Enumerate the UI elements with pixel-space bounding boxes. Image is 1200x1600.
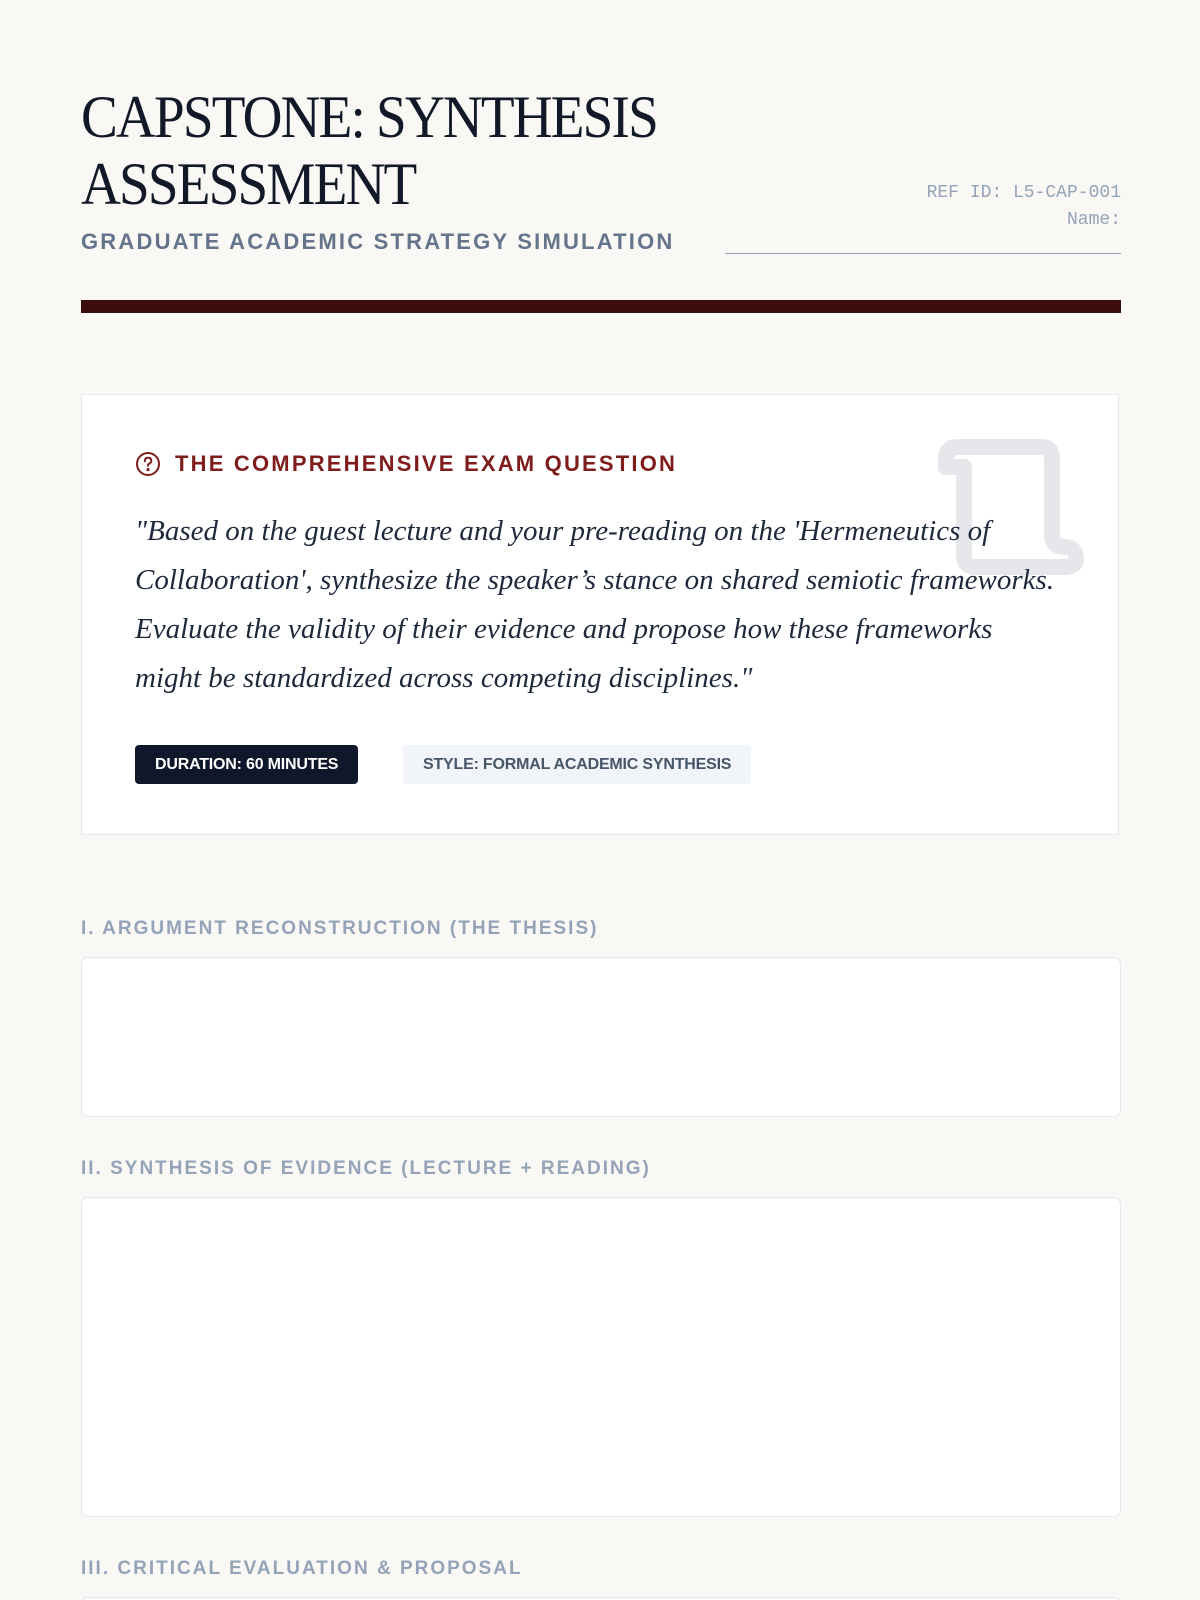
style-tag: STYLE: FORMAL ACADEMIC SYNTHESIS [403,745,751,784]
name-field-line[interactable] [725,253,1121,254]
exam-question-card [81,394,1119,835]
page-subtitle: GRADUATE ACADEMIC STRATEGY SIMULATION [81,229,675,254]
header-divider [81,300,1121,313]
question-circle-icon [135,451,161,477]
question-header [135,451,677,477]
ref-id: REF ID: L5-CAP-001 [926,183,1121,203]
question-text: "Based on the guest lecture and your pre-reading on the 'Hermeneutics of Collaboration', synthesize the speaker’s stance on shared semiotic frameworks. Evaluate the validity of their evidence and propose how these frameworks might be standardized across competing disciplines." [135,515,1055,694]
page-title: CAPSTONE: SYNTHESIS ASSESSMENT [81,84,657,217]
page-header [81,84,1121,254]
evidence-answer-textarea[interactable] [81,1197,1121,1517]
section-label-evaluation: III. CRITICAL EVALUATION & PROPOSAL [81,1558,523,1579]
duration-tag: DURATION: 60 MINUTES [135,745,358,784]
section-label-thesis: I. ARGUMENT RECONSTRUCTION (THE THESIS) [81,918,599,939]
question-heading: THE COMPREHENSIVE EXAM QUESTION [175,451,678,476]
reference-meta [927,180,1121,234]
thesis-answer-textarea[interactable] [81,957,1121,1117]
name-label: Name: [1066,210,1121,230]
section-label-evidence: II. SYNTHESIS OF EVIDENCE (LECTURE + READING) [81,1158,651,1179]
